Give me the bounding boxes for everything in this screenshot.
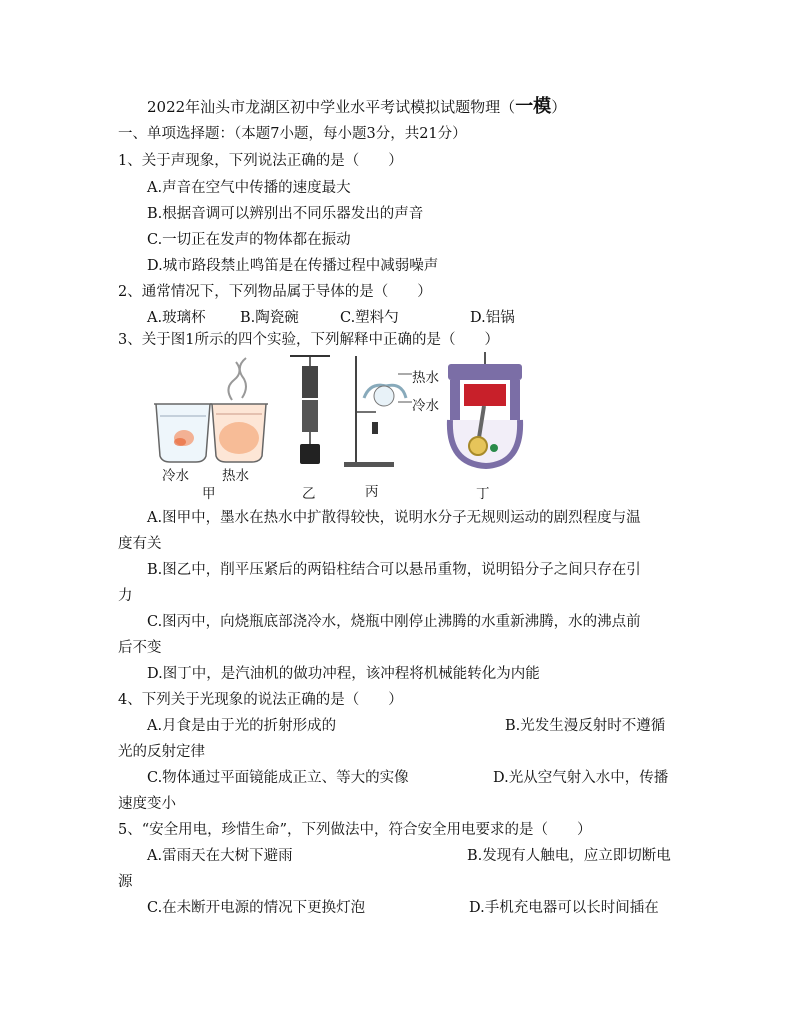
q4-option-b-line2: 光的反射定律 [118,744,205,760]
q5-option-a: A.雷雨天在大树下避雨 [147,848,293,864]
q4-option-a: A.月食是由于光的折射形成的 [147,718,337,734]
q2-option-d: D.铝锅 [470,310,515,326]
label-bing-hot: 热水 [412,370,439,386]
q3-option-a-line1: A.图甲中，墨水在热水中扩散得较快，说明水分子无规则运动的剧烈程度与温 [147,510,641,526]
q4-option-b-line1: B.光发生漫反射时不遵循 [505,718,666,734]
q3-option-a-line2: 度有关 [118,536,162,552]
q5-option-b-line2: 源 [118,874,133,890]
label-bing: 丙 [365,484,379,500]
beaker-hot-water [210,358,268,462]
q3-option-c-line2: 后不变 [118,640,162,656]
label-bing-cold: 冷水 [412,398,439,414]
q1-option-a: A.声音在空气中传播的速度最大 [147,180,351,196]
title-emphasis: 一模 [515,96,552,117]
q4-option-d-line2: 速度变小 [118,796,176,812]
q5-stem: 5、“安全用电，珍惜生命”，下列做法中，符合安全用电要求的是（ ） [118,822,592,838]
label-cold-water: 冷水 [162,468,189,484]
q3-option-b-line1: B.图乙中，削平压紧后的两铅柱结合可以悬吊重物，说明铅分子之间只存在引 [147,562,641,578]
engine-cylinder [448,352,522,466]
q3-option-c-line1: C.图丙中，向烧瓶底部浇冷水，烧瓶中刚停止沸腾的水重新沸腾，水的沸点前 [147,614,641,630]
q1-option-d: D.城市路段禁止鸣笛是在传播过程中减弱噪声 [147,258,439,274]
q2-option-a: A.玻璃杯 [147,310,206,326]
q1-stem: 1、关于声现象，下列说法正确的是（ ） [118,153,403,169]
q2-stem: 2、通常情况下，下列物品属于导体的是（ ） [118,284,432,300]
label-jia: 甲 [202,486,216,502]
q4-stem: 4、下列关于光现象的说法正确的是（ ） [118,692,403,708]
q2-option-b: B.陶瓷碗 [240,310,299,326]
q3-option-d: D.图丁中，是汽油机的做功冲程，该冲程将机械能转化为内能 [147,666,540,682]
q5-option-d-line1: D.手机充电器可以长时间插在 [469,900,659,916]
q1-option-b: B.根据音调可以辨别出不同乐器发出的声音 [147,206,424,222]
flask-stand [344,356,412,467]
title-text: 2022年汕头市龙湖区初中学业水平考试模拟试题物理（ [147,98,516,116]
label-yi: 乙 [302,486,316,502]
experiment-illustrations [150,352,530,500]
q3-option-b-line2: 力 [118,588,133,604]
figure-1 [150,352,530,500]
q4-option-d-line1: D.光从空气射入水中，传播 [493,770,669,786]
q5-option-b-line1: B.发现有人触电，应立即切断电 [467,848,671,864]
label-hot-water: 热水 [222,468,249,484]
label-ding: 丁 [476,486,490,502]
q3-stem: 3、关于图1所示的四个实验，下列解释中正确的是（ ） [118,332,499,348]
q4-option-c: C.物体通过平面镜能成正立、等大的实像 [147,770,409,786]
q1-option-c: C.一切正在发声的物体都在振动 [147,232,351,248]
beaker-cold-water [154,404,212,462]
lead-cylinders [290,356,330,464]
q5-option-c: C.在未断开电源的情况下更换灯泡 [147,900,366,916]
exam-title [147,97,566,117]
title-close: ） [551,98,567,116]
q2-option-c: C.塑料勺 [340,310,399,326]
section-heading: 一、单项选择题：（本题7小题，每小题3分，共21分） [118,126,467,142]
